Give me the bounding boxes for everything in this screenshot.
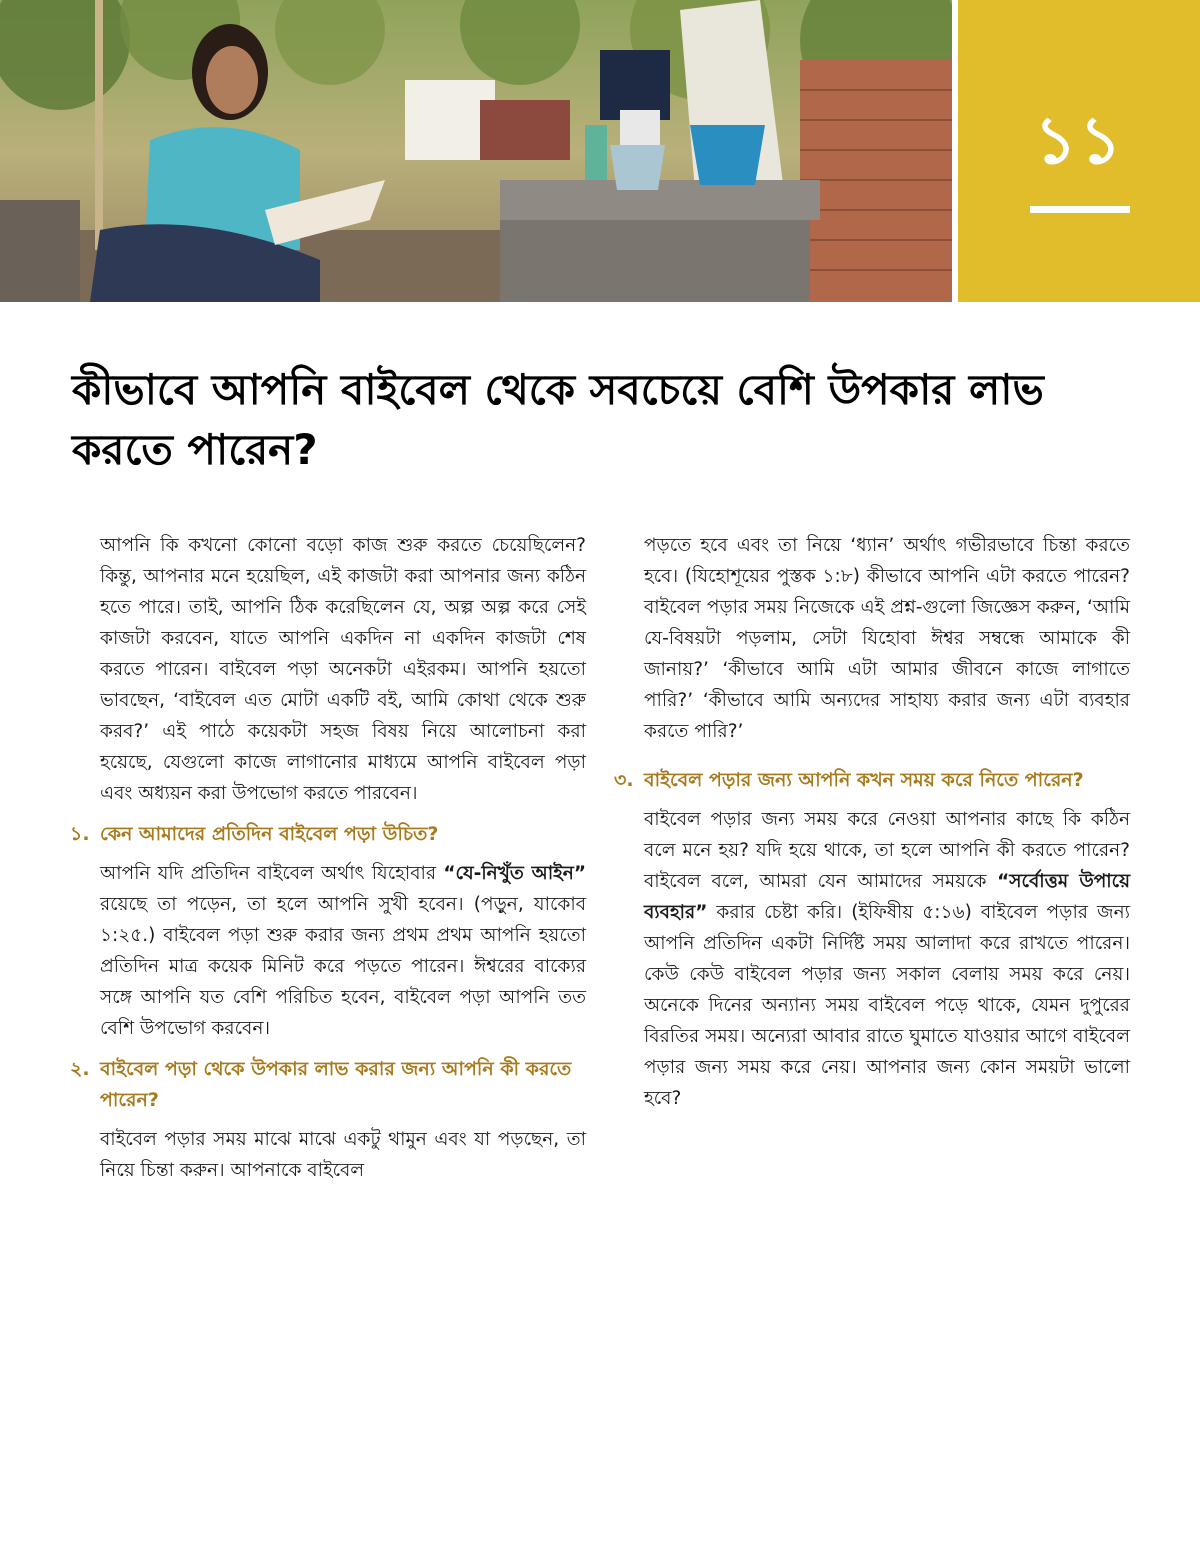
lesson-title: কীভাবে আপনি বাইবেল থেকে সবচেয়ে বেশি উপকার লাভ করতে পারেন?	[72, 365, 1044, 474]
left-column	[70, 530, 586, 1186]
section-3-text-b: করার চেষ্টা করি। (ইফিষীয় ৫:১৬) বাইবেল পড়ার জন্য আপনি প্রতিদিন একটা নির্দিষ্ট সময় আলাদা করে রাখতে পারেন। কেউ কেউ বাইবেল পড়ার জন্য সকাল বেলায় সময় করে নেয়। অনেকে দিনের অন্যান্য সময় বাইবেল পড়ে থাকে, যেমন দুপুরের বিরতির সময়। অন্যেরা আবার রাতে ঘুমাতে যাওয়ার আগে বাইবেল পড়ার জন্য সময় করে নেয়। আপনার জন্য কোন সময়টা ভালো হবে?	[644, 902, 1130, 1109]
section-2-paragraph-right: পড়তে হবে এবং তা নিয়ে ‘ধ্যান’ অর্থাৎ গভীরভাবে চিন্তা করতে হবে। (যিহোশূয়ের পুস্তক ১:৮) কীভাবে আপনি এটা করতে পারেন? বাইবেল পড়ার সময় নিজেকে এই প্রশ্ন-গুলো জিজ্ঞেস করুন, ‘আমি যে-বিষয়টা পড়লাম, সেটা যিহোবা ঈশ্বর সম্বন্ধে আমাকে কী জানায়?’ ‘কীভাবে আমি এটা আমার জীবনে কাজে লাগাতে পারি?’ ‘কীভাবে আমি অন্যদের সাহায্য করার জন্য এটা ব্যবহার করতে পারি?’	[644, 535, 1130, 742]
lesson-number-box	[958, 0, 1200, 302]
section-1-bold-phrase: “যে-নিখুঁত আইন”	[443, 863, 586, 884]
right-column	[614, 530, 1130, 1114]
question-number-3: ৩.	[614, 769, 634, 791]
hero-photo	[0, 0, 952, 302]
question-heading-1	[70, 819, 586, 850]
lesson-number: ১১	[1034, 102, 1124, 179]
section-3-paragraph	[614, 804, 1130, 1114]
section-2-paragraph-left: বাইবেল পড়ার সময় মাঝে মাঝে একটু থামুন এবং যা পড়ছেন, তা নিয়ে চিন্তা করুন। আপনাকে বাইবেল	[100, 1129, 586, 1181]
question-heading-2	[70, 1054, 586, 1116]
section-1-paragraph	[70, 858, 586, 1044]
section-1-text-b: রয়েছে তা পড়েন, তা হলে আপনি সুখী হবেন। (পড়ুন, যাকোব ১:২৫.) বাইবেল পড়া শুরু করার জন্য প্রথম প্রথম আপনি হয়তো প্রতিদিন মাত্র কয়েক মিনিট করে পড়তে পারেন। ঈশ্বরের বাক্যের সঙ্গে আপনি যত বেশি পরিচিত হবেন, বাইবেল পড়া আপনি তত বেশি উপভোগ করবেন।	[100, 894, 586, 1039]
question-text-1: কেন আমাদের প্রতিদিন বাইবেল পড়া উচিত?	[100, 823, 439, 845]
section-3-text-a: বাইবেল পড়ার জন্য সময় করে নেওয়া আপনার কাছে কি কঠিন বলে মনে হয়? যদি হয়ে থাকে, তা হলে আপনি কী করতে পারেন? বাইবেল বলে, আমরা যেন আমাদের সময়কে	[644, 809, 1130, 892]
intro-paragraph: আপনি কি কখনো কোনো বড়ো কাজ শুরু করতে চেয়েছিলেন? কিন্তু, আপনার মনে হয়েছিল, এই কাজটা করা আপনার জন্য কঠিন হতে পারে। তাই, আপনি ঠিক করেছিলেন যে, অল্প অল্প করে সেই কাজটা করবেন, যাতে আপনি একদিন না একদিন কাজটা শেষ করতে পারেন। বাইবেল পড়া অনেকটা এইরকম। আপনি হয়তো ভাবছেন, ‘বাইবেল এত মোটা একটি বই, আমি কোথা থেকে শুরু করব?’ এই পাঠে কয়েকটা সহজ বিষয় নিয়ে আলোচনা করা হয়েছে, যেগুলো কাজে লাগানোর মাধ্যমে আপনি বাইবেল পড়া এবং অধ্যয়ন করা উপভোগ করতে পারবেন।	[100, 535, 586, 804]
section-3-bold-phrase: “সর্বোত্তম উপায়ে ব্যবহার”	[644, 871, 1130, 923]
question-number-1: ১.	[70, 823, 90, 845]
question-text-2: বাইবেল পড়া থেকে উপকার লাভ করার জন্য আপনি কী করতে পারেন?	[100, 1058, 572, 1111]
question-number-2: ২.	[70, 1058, 90, 1080]
lesson-number-underline	[1030, 206, 1130, 213]
section-1-text-a: আপনি যদি প্রতিদিন বাইবেল অর্থাৎ যিহোবার	[100, 863, 444, 884]
question-heading-3	[614, 765, 1130, 796]
question-text-3: বাইবেল পড়ার জন্য আপনি কখন সময় করে নিতে পারেন?	[644, 769, 1084, 791]
woman-reading-bible-photo	[0, 0, 952, 302]
